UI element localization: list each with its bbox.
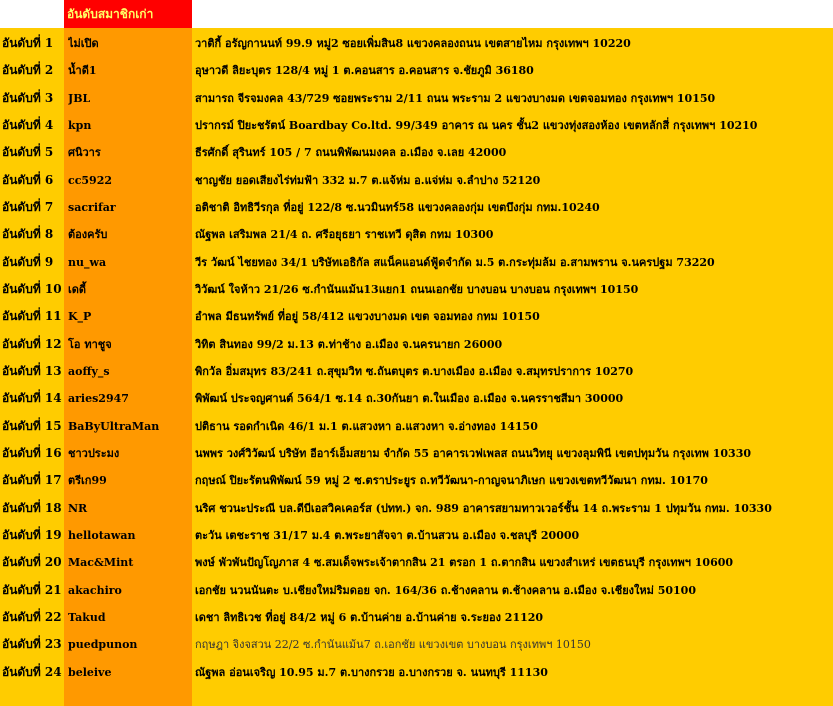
rank-cell: อันดับที่ 23 <box>2 637 62 652</box>
member-name-cell: kpn <box>68 118 92 132</box>
table-row <box>0 659 833 686</box>
table-row <box>0 385 833 412</box>
rank-cell: อันดับที่ 17 <box>2 473 62 488</box>
address-cell: เอกชัย นวนนันตะ บ.เชียงใหม่ริมดอย จก. 164/36 ถ.ช้างคลาน ต.ช้างคลาน อ.เมือง จ.เชียงใหม่ 50100 <box>195 583 696 597</box>
address-cell: พิกวัล อิ่มสมุทร 83/241 ถ.สุขุมวิท ซ.ถันตบุตร ต.บางเมือง อ.เมือง จ.สมุทรปราการ 10270 <box>195 364 634 378</box>
rank-cell: อันดับที่ 1 <box>2 36 54 50</box>
table-row <box>0 85 833 112</box>
address-cell: วิทิต สินทอง 99/2 ม.13 ต.ท่าช้าง อ.เมือง จ.นครนายก 26000 <box>195 337 503 351</box>
address-cell: กฤษฎา จิงจสวน 22/2 ซ.กำนันแม้น7 ถ.เอกชัย แขวงเขต บางบอน กรุงเทพฯ 10150 <box>195 638 591 652</box>
member-name-cell: โอ ทาชูจ <box>68 337 112 351</box>
address-cell: กฤษณ์ ปิยะรัตนพิพัฒน์ 59 หมู่ 2 ซ.ตราประยูร ถ.ทวีวัฒนา-กาญจนาภิเษก แขวงเขตทวีวัฒนา กทม. 10170 <box>195 474 708 488</box>
rank-cell: อันดับที่ 11 <box>2 309 62 324</box>
rank-cell: อันดับที่ 20 <box>2 555 62 570</box>
rank-cell: อันดับที่ 18 <box>2 500 62 515</box>
address-cell: นริศ ชวนะประณี บล.ดีบีเอสวิคเคอร์ส (ปทท.) จก. 989 อาคารสยามทาวเวอร์ชั้น 14 ถ.พระราม 1 ปทุมวัน กทม. 10330 <box>195 501 772 515</box>
address-cell: วิวัฒน์ ใจห้าว 21/26 ซ.กำนันแม้น13แยก1 ถนนเอกชัย บางบอน บางบอน กรุงเทพฯ 10150 <box>195 282 639 296</box>
rank-cell: อันดับที่ 12 <box>2 336 62 351</box>
rank-cell: อันดับที่ 14 <box>2 391 62 406</box>
address-cell: เดชา ลิทธิเวช ที่อยู่ 84/2 หมู่ 6 ต.บ้านค่าย อ.บ้านค่าย จ.ระยอง 21120 <box>195 610 544 624</box>
address-cell: ปรากรม์ ปิยะชรัตน์ Boardbay Co.ltd. 99/349 อาคาร ณ นคร ชั้น2 แขวงทุ่งสองห้อง เขตหลักสี่ กรุงเทพฯ 10210 <box>195 118 758 132</box>
rank-cell: อันดับที่ 9 <box>2 254 54 269</box>
member-name-cell: น้ำดี1 <box>68 64 97 78</box>
member-name-cell: puedpunon <box>68 638 138 652</box>
rank-cell: อันดับที่ 19 <box>2 527 62 542</box>
member-name-cell: ไม่เปิด <box>68 37 99 50</box>
address-cell: ชาญชัย ยอดเสียงไร่ท่มฟ้า 332 ม.7 ต.แจ้ห่ม อ.แจ่ห่ม จ.ลำปาง 52120 <box>195 173 541 187</box>
table-row <box>0 440 833 467</box>
table-row <box>0 112 833 139</box>
address-cell: ณัฐพล อ่อนเจริญ 10.95 ม.7 ต.บางกรวย อ.บางกรวย จ. นนทบุรี 11130 <box>195 665 548 679</box>
table-row <box>0 167 833 194</box>
rank-cell: อันดับที่ 10 <box>2 281 62 296</box>
rank-cell: อันดับที่ 24 <box>2 664 62 679</box>
table-row <box>0 604 833 631</box>
address-cell: พงษ์ พัวพันปัญโญภาส 4 ซ.สมเด็จพระเจ้าตากสิน 21 ตรอก 1 ถ.ตากสิน แขวงสำเหร่ เขตธนบุรี กรุงเทพฯ 10600 <box>195 556 734 570</box>
header-row <box>0 0 833 28</box>
table-row <box>0 495 833 522</box>
table-row <box>0 30 833 57</box>
address-cell: อุษาวดี ลิยะบุตร 128/4 หมู่ 1 ต.คอนสาร อ.คอนสาร จ.ชัยภูมิ 36180 <box>195 64 534 78</box>
address-cell: วีร วัฒน์ ไชยทอง 34/1 บริษัทเอธิกัล สแน็คแอนด์ฟู้ดจำกัด ม.5 ต.กระทุ่มล้ม อ.สามพราน จ.นครปฐม 73220 <box>195 255 715 269</box>
table-row <box>0 467 833 494</box>
member-name-cell: K_P <box>68 310 92 324</box>
member-name-cell: cc5922 <box>68 173 113 187</box>
member-name-cell: Takud <box>68 610 106 624</box>
member-name-cell: ตรีเก99 <box>68 474 107 488</box>
table-row <box>0 631 833 658</box>
address-cell: ณัฐพล เสริมพล 21/4 ถ. ศรีอยุธยา ราชเทวี ดุสิต กทม 10300 <box>195 228 494 242</box>
member-list <box>0 30 833 686</box>
address-cell: อติชาติ อิทธิวีรกุล ที่อยู่ 122/8 ซ.นวมินทร์58 แขวงคลองกุ่ม เขตบึงกุ่ม กทม.10240 <box>195 200 600 214</box>
rank-cell: อันดับที่ 21 <box>2 582 62 597</box>
table-row <box>0 331 833 358</box>
table-row <box>0 358 833 385</box>
member-name-cell: NR <box>68 501 88 515</box>
table-row <box>0 413 833 440</box>
table-row <box>0 194 833 221</box>
member-name-cell: akachiro <box>68 583 122 597</box>
table-row <box>0 57 833 84</box>
address-cell: อำพล มีธนทรัพย์ ที่อยู่ 58/412 แขวงบางมด เขต จอมทอง กทม 10150 <box>195 310 540 324</box>
address-cell: ตะวัน เตชะราช 31/17 ม.4 ต.พระยาสัจจา ต.บ้านสวน อ.เมือง จ.ชลบุรี 20000 <box>195 528 580 542</box>
table-row <box>0 249 833 276</box>
table-row <box>0 303 833 330</box>
header-title: อันดับสมาชิกเก่า <box>64 0 192 28</box>
table-row <box>0 221 833 248</box>
rank-cell: อันดับที่ 13 <box>2 363 62 378</box>
table-row <box>0 522 833 549</box>
member-name-cell: ศนิวาร <box>68 146 101 160</box>
member-name-cell: เดดี้ <box>68 282 87 296</box>
address-cell: พิพัฒน์ ประจญศานต์ 564/1 ซ.14 ถ.30กันยา ต.ในเมือง อ.เมือง จ.นครราชสีมา 30000 <box>195 392 624 406</box>
address-cell: สามารถ จีรจมงคล 43/729 ซอยพระราม 2/11 ถนน พระราม 2 แขวงบางมด เขตจอมทอง กรุงเทพฯ 10150 <box>195 91 716 105</box>
table-row <box>0 577 833 604</box>
rank-cell: อันดับที่ 5 <box>2 145 54 160</box>
member-name-cell: Mac&Mint <box>68 556 134 570</box>
member-name-cell: hellotawan <box>68 528 136 542</box>
rank-cell: อันดับที่ 15 <box>2 418 62 433</box>
member-name-cell: beleive <box>68 665 112 679</box>
rank-cell: อันดับที่ 7 <box>2 199 54 214</box>
table-row <box>0 549 833 576</box>
member-name-cell: ชาวประมง <box>68 446 120 460</box>
rank-cell: อันดับที่ 2 <box>2 63 54 78</box>
address-cell: ธีรศักดิ์ สุรินทร์ 105 / 7 ถนนพิพัฒนมงคล อ.เมือง จ.เลย 42000 <box>195 146 507 160</box>
rank-cell: อันดับที่ 4 <box>2 117 54 132</box>
rank-cell: อันดับที่ 3 <box>2 90 54 105</box>
member-name-cell: sacrifar <box>68 200 116 214</box>
rank-cell: อันดับที่ 8 <box>2 227 54 242</box>
member-name-cell: ต้องครับ <box>68 228 108 242</box>
rank-cell: อันดับที่ 6 <box>2 172 54 187</box>
table-row <box>0 139 833 166</box>
table-row <box>0 276 833 303</box>
address-cell: นพพร วงศ์วิวัฒน์ บริษัท อีอาร์เอ็มสยาม จำกัด 55 อาคารเวฟเพลส ถนนวิทยุ แขวงลุมพินี เขตปทุมวัน กรุงเทพ 10330 <box>195 446 752 460</box>
rank-cell: อันดับที่ 22 <box>2 609 62 624</box>
member-name-cell: aries2947 <box>68 392 129 406</box>
address-cell: วาติกี้ อรัญกานนท์ 99.9 หมู่2 ซอยเพิ่มสิน8 แขวงคลองถนน เขตสายไหม กรุงเทพฯ 10220 <box>195 37 631 50</box>
address-cell: ปติธาน รอดกำเนิด 46/1 ม.1 ต.แสวงหา อ.แสวงหา จ.อ่างทอง 14150 <box>195 419 538 433</box>
member-name-cell: BaByUltraMan <box>68 419 160 433</box>
rank-cell: อันดับที่ 16 <box>2 445 62 460</box>
member-name-cell: nu_wa <box>68 255 107 269</box>
member-name-cell: JBL <box>68 91 91 105</box>
member-name-cell: aoffy_s <box>68 364 110 378</box>
